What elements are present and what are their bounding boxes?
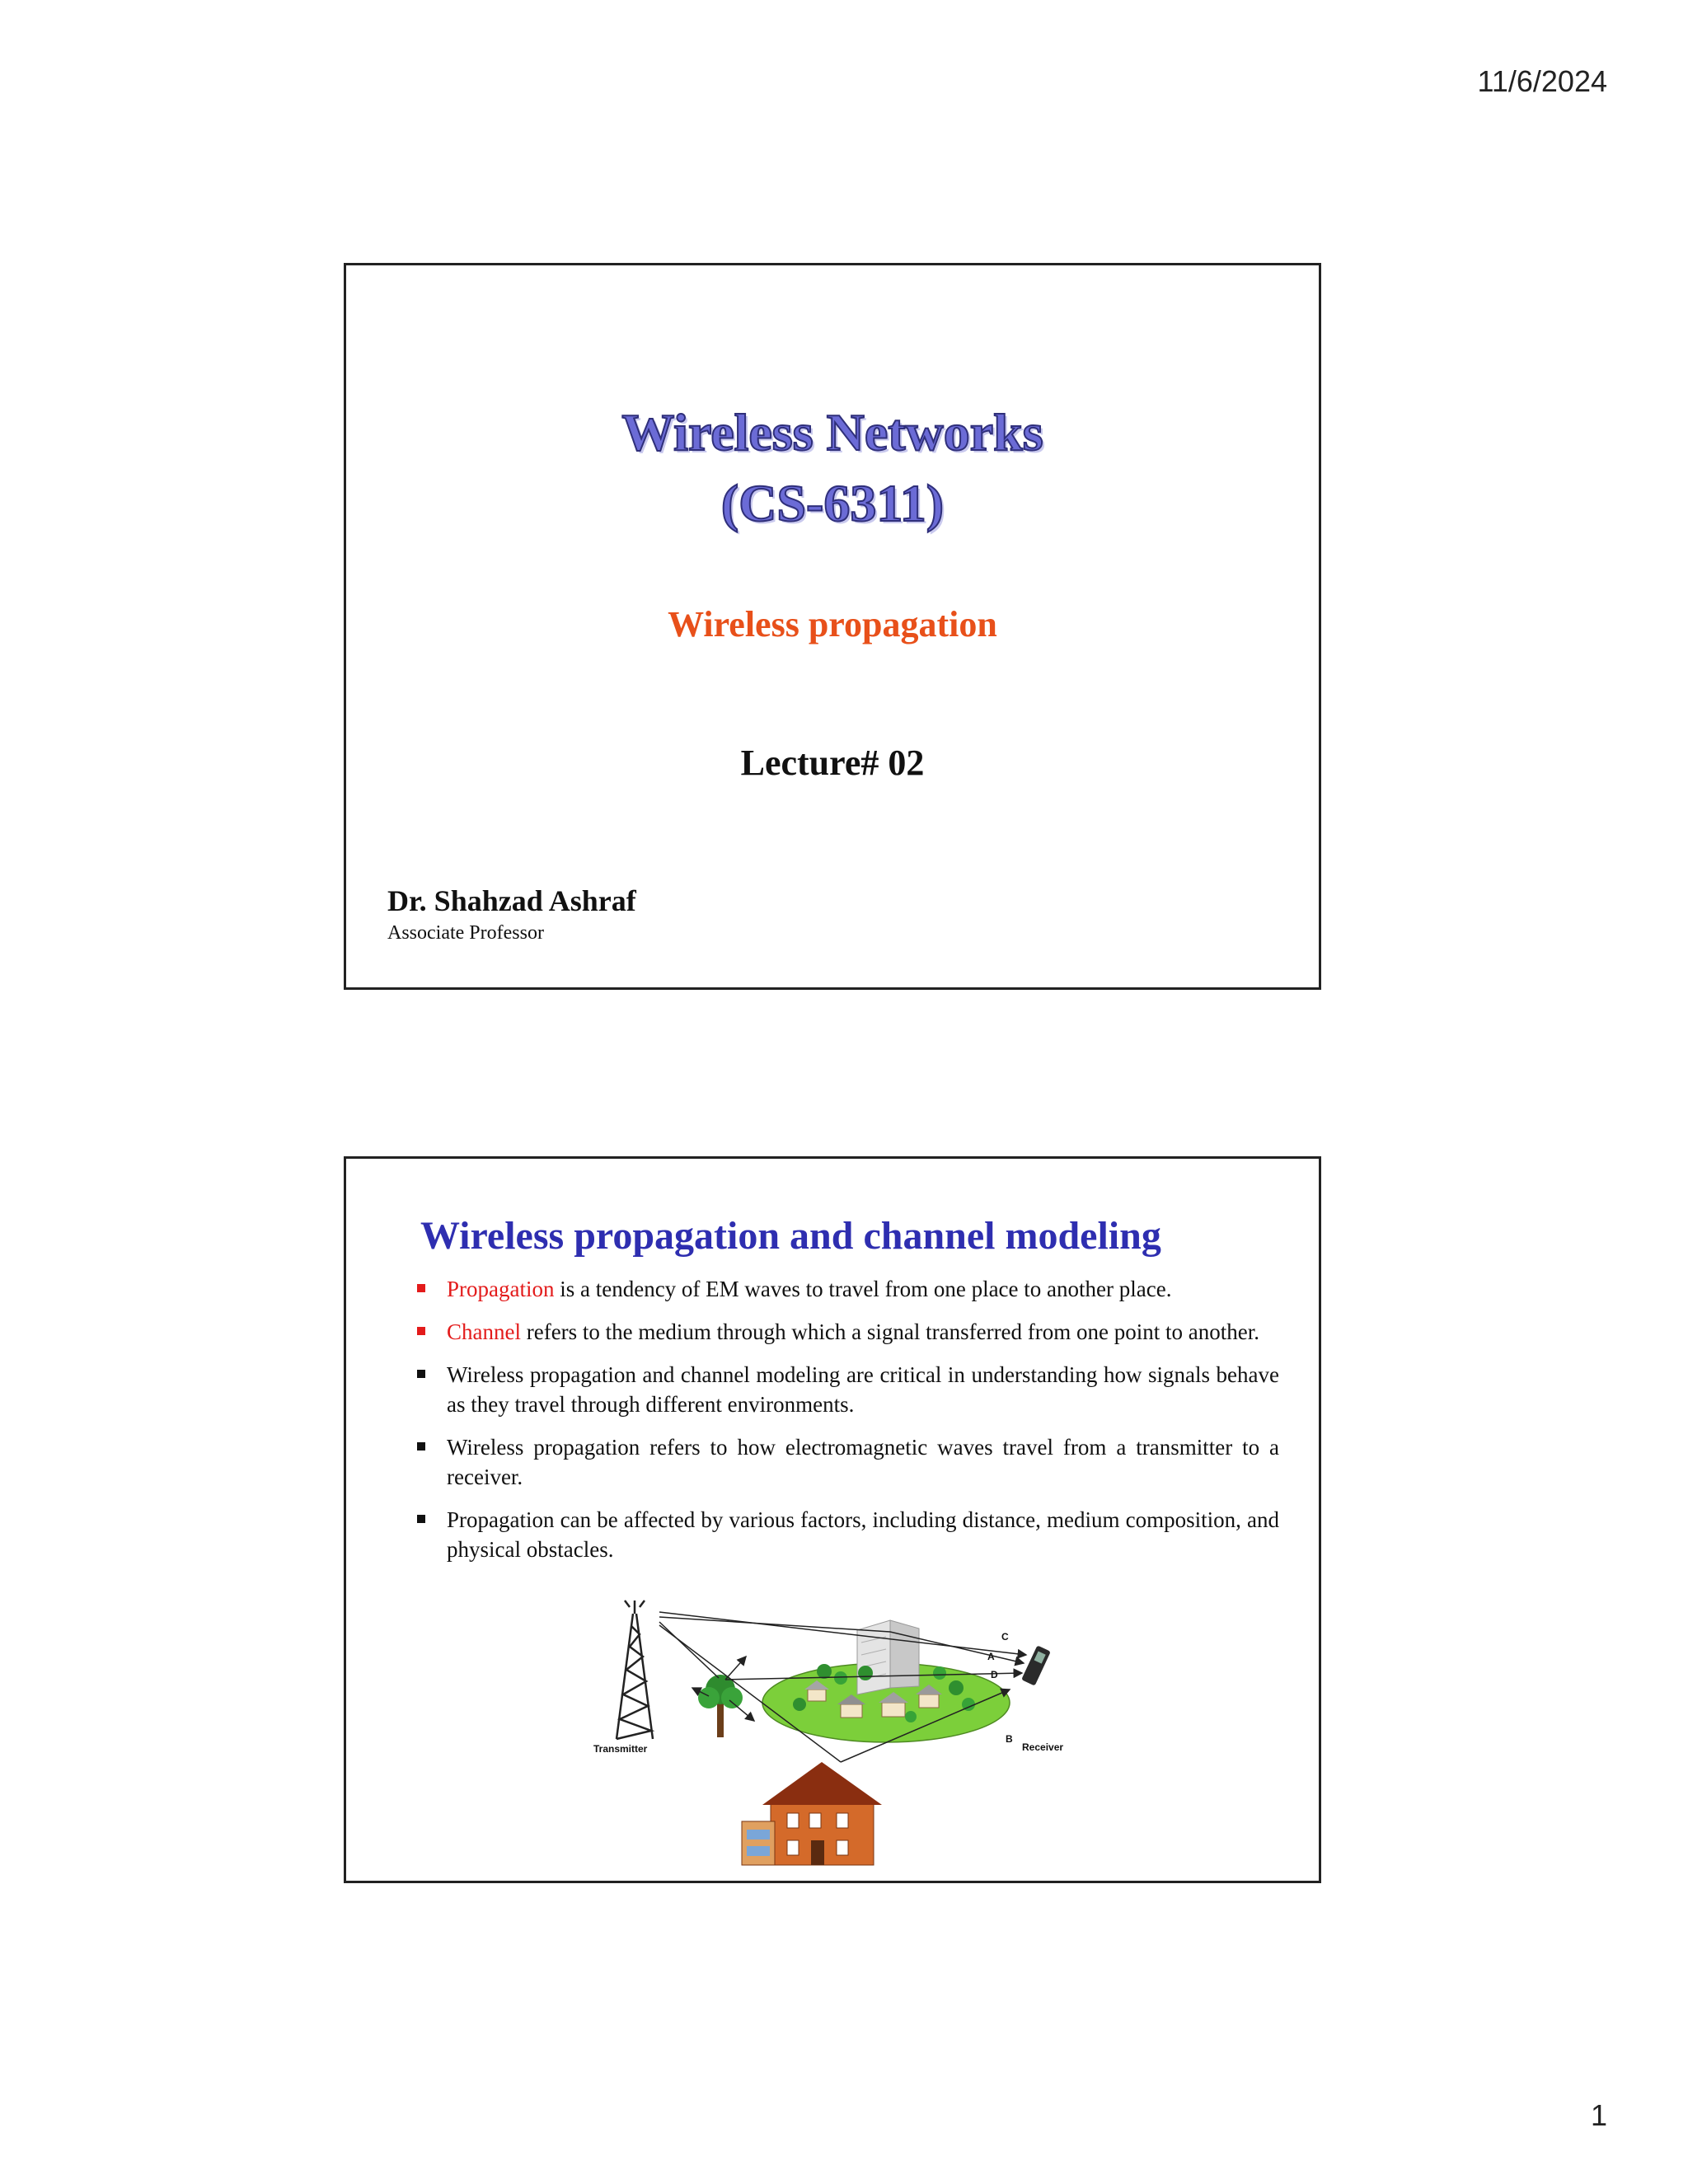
square-bullet-icon (417, 1442, 425, 1451)
path-label-a: A (987, 1651, 995, 1662)
page-number: 1 (1590, 2098, 1607, 2132)
course-title-line2: (CS-6311) (720, 474, 945, 532)
bullet-text: Wireless propagation refers to how electromagnetic waves travel from a transmitter to a receiver. (447, 1435, 1279, 1489)
path-label-c: C (1001, 1631, 1009, 1643)
bullet-item (415, 1432, 1279, 1492)
bullet-text: is a tendency of EM waves to travel from one place to another place. (554, 1277, 1172, 1301)
author-name: Dr. Shahzad Ashraf (387, 884, 636, 917)
path-label-b: B (1006, 1733, 1013, 1745)
content-slide (344, 1156, 1321, 1883)
author-role: Associate Professor (387, 922, 544, 944)
receiver-label: Receiver (1022, 1741, 1064, 1753)
square-bullet-icon (417, 1327, 425, 1335)
bullet-list (415, 1274, 1279, 1577)
bullet-item (415, 1317, 1279, 1347)
propagation-diagram (593, 1597, 1104, 1882)
transmitter-tower-icon (617, 1601, 653, 1739)
page-date: 11/6/2024 (1477, 64, 1607, 98)
bullet-keyword: Channel (447, 1319, 521, 1344)
mobile-phone-icon (1021, 1645, 1051, 1685)
house-icon (742, 1762, 882, 1865)
square-bullet-icon (417, 1284, 425, 1292)
course-title (346, 397, 1319, 539)
bullet-text: Propagation can be affected by various factors, including distance, medium composition, and physical obstacles. (447, 1507, 1279, 1562)
slide-title: Wireless propagation and channel modeling (420, 1214, 1161, 1258)
bullet-text: refers to the medium through which a signal transferred from one point to another. (520, 1319, 1259, 1344)
bullet-text: Wireless propagation and channel modeling are critical in understanding how signals behave as they travel through different environments. (447, 1362, 1279, 1417)
course-title-line1: Wireless Networks (621, 403, 1043, 462)
transmitter-label: Transmitter (593, 1743, 648, 1755)
path-label-d: D (991, 1669, 998, 1680)
bullet-item (415, 1274, 1279, 1304)
bullet-item (415, 1360, 1279, 1419)
lecture-topic: Wireless propagation (668, 604, 997, 644)
bullet-keyword: Propagation (447, 1277, 555, 1301)
square-bullet-icon (417, 1370, 425, 1378)
title-slide (344, 263, 1321, 990)
bullet-item (415, 1505, 1279, 1564)
square-bullet-icon (417, 1515, 425, 1523)
lecture-number: Lecture# 02 (740, 743, 925, 783)
